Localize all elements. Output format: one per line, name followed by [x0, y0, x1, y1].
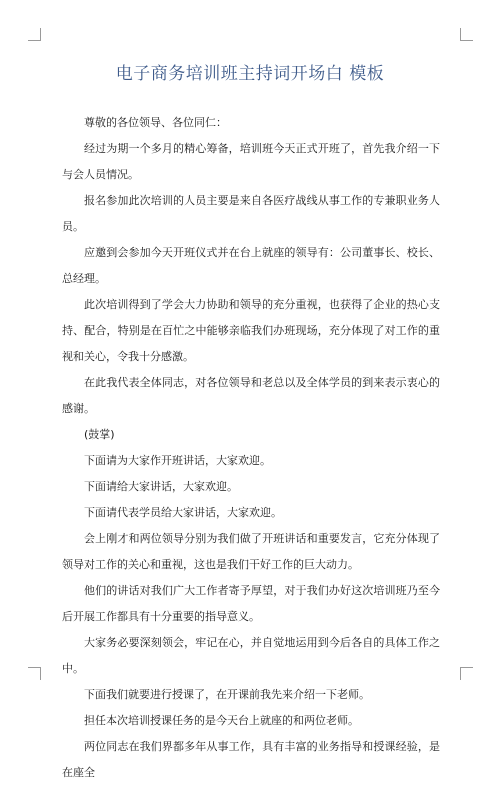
- paragraph: 会上刚才和两位领导分别为我们做了开班讲话和重要发言，它充分体现了领导对工作的关心和重视，这也是我们干好工作的巨大动力。: [62, 532, 440, 571]
- crop-mark-top-right: [460, 28, 473, 41]
- paragraph: 下面我们就要进行授课了，在开课前我先来介绍一下老师。: [84, 688, 370, 701]
- crop-mark-top-left: [28, 28, 41, 41]
- document-title: 电子商务培训班主持词开场白 模板: [115, 64, 385, 84]
- paragraph: 担任本次培训授课任务的是今天台上就座的和两位老师。: [84, 714, 359, 727]
- crop-mark-bottom-right: [460, 667, 473, 680]
- paragraph: 大家务必要深刻领会，牢记在心，并自觉地运用到今后各自的具体工作之中。: [62, 636, 440, 675]
- paragraph: 应邀到会参加今天开班仪式并在台上就座的领导有：公司董事长、校长、总经理。: [62, 246, 440, 285]
- paragraph: 下面请给大家讲话，大家欢迎。: [84, 480, 238, 493]
- paragraph: 经过为期一个多月的精心筹备，培训班今天正式开班了，首先我介绍一下与会人员情况。: [62, 142, 440, 181]
- paragraph: 两位同志在我们界都多年从事工作，具有丰富的业务指导和授课经验，是在座全: [62, 740, 440, 779]
- document-body: [62, 110, 440, 786]
- paragraph: 报名参加此次培训的人员主要是来自各医疗战线从事工作的专兼职业务人员。: [62, 194, 440, 233]
- crop-mark-bottom-left: [28, 667, 41, 680]
- paragraph: 下面请为大家作开班讲话，大家欢迎。: [84, 454, 271, 467]
- paragraph: 在此我代表全体同志，对各位领导和老总以及全体学员的到来表示衷心的感谢。: [62, 376, 440, 415]
- paragraph-salutation: 尊敬的各位领导、各位同仁：: [84, 116, 227, 129]
- paragraph: 下面请代表学员给大家讲话，大家欢迎。: [84, 506, 282, 519]
- paragraph: 此次培训得到了学会大力协助和领导的充分重视，也获得了企业的热心支持、配合，特别是在百忙之中能够亲临我们办班现场，充分体现了对工作的重视和关心，令我十分感激。: [62, 298, 440, 363]
- paragraph-applause: (鼓掌): [84, 428, 115, 441]
- paragraph: 他们的讲话对我们广大工作者寄予厚望，对于我们办好这次培训班乃至今后开展工作都具有十分重要的指导意义。: [62, 584, 440, 623]
